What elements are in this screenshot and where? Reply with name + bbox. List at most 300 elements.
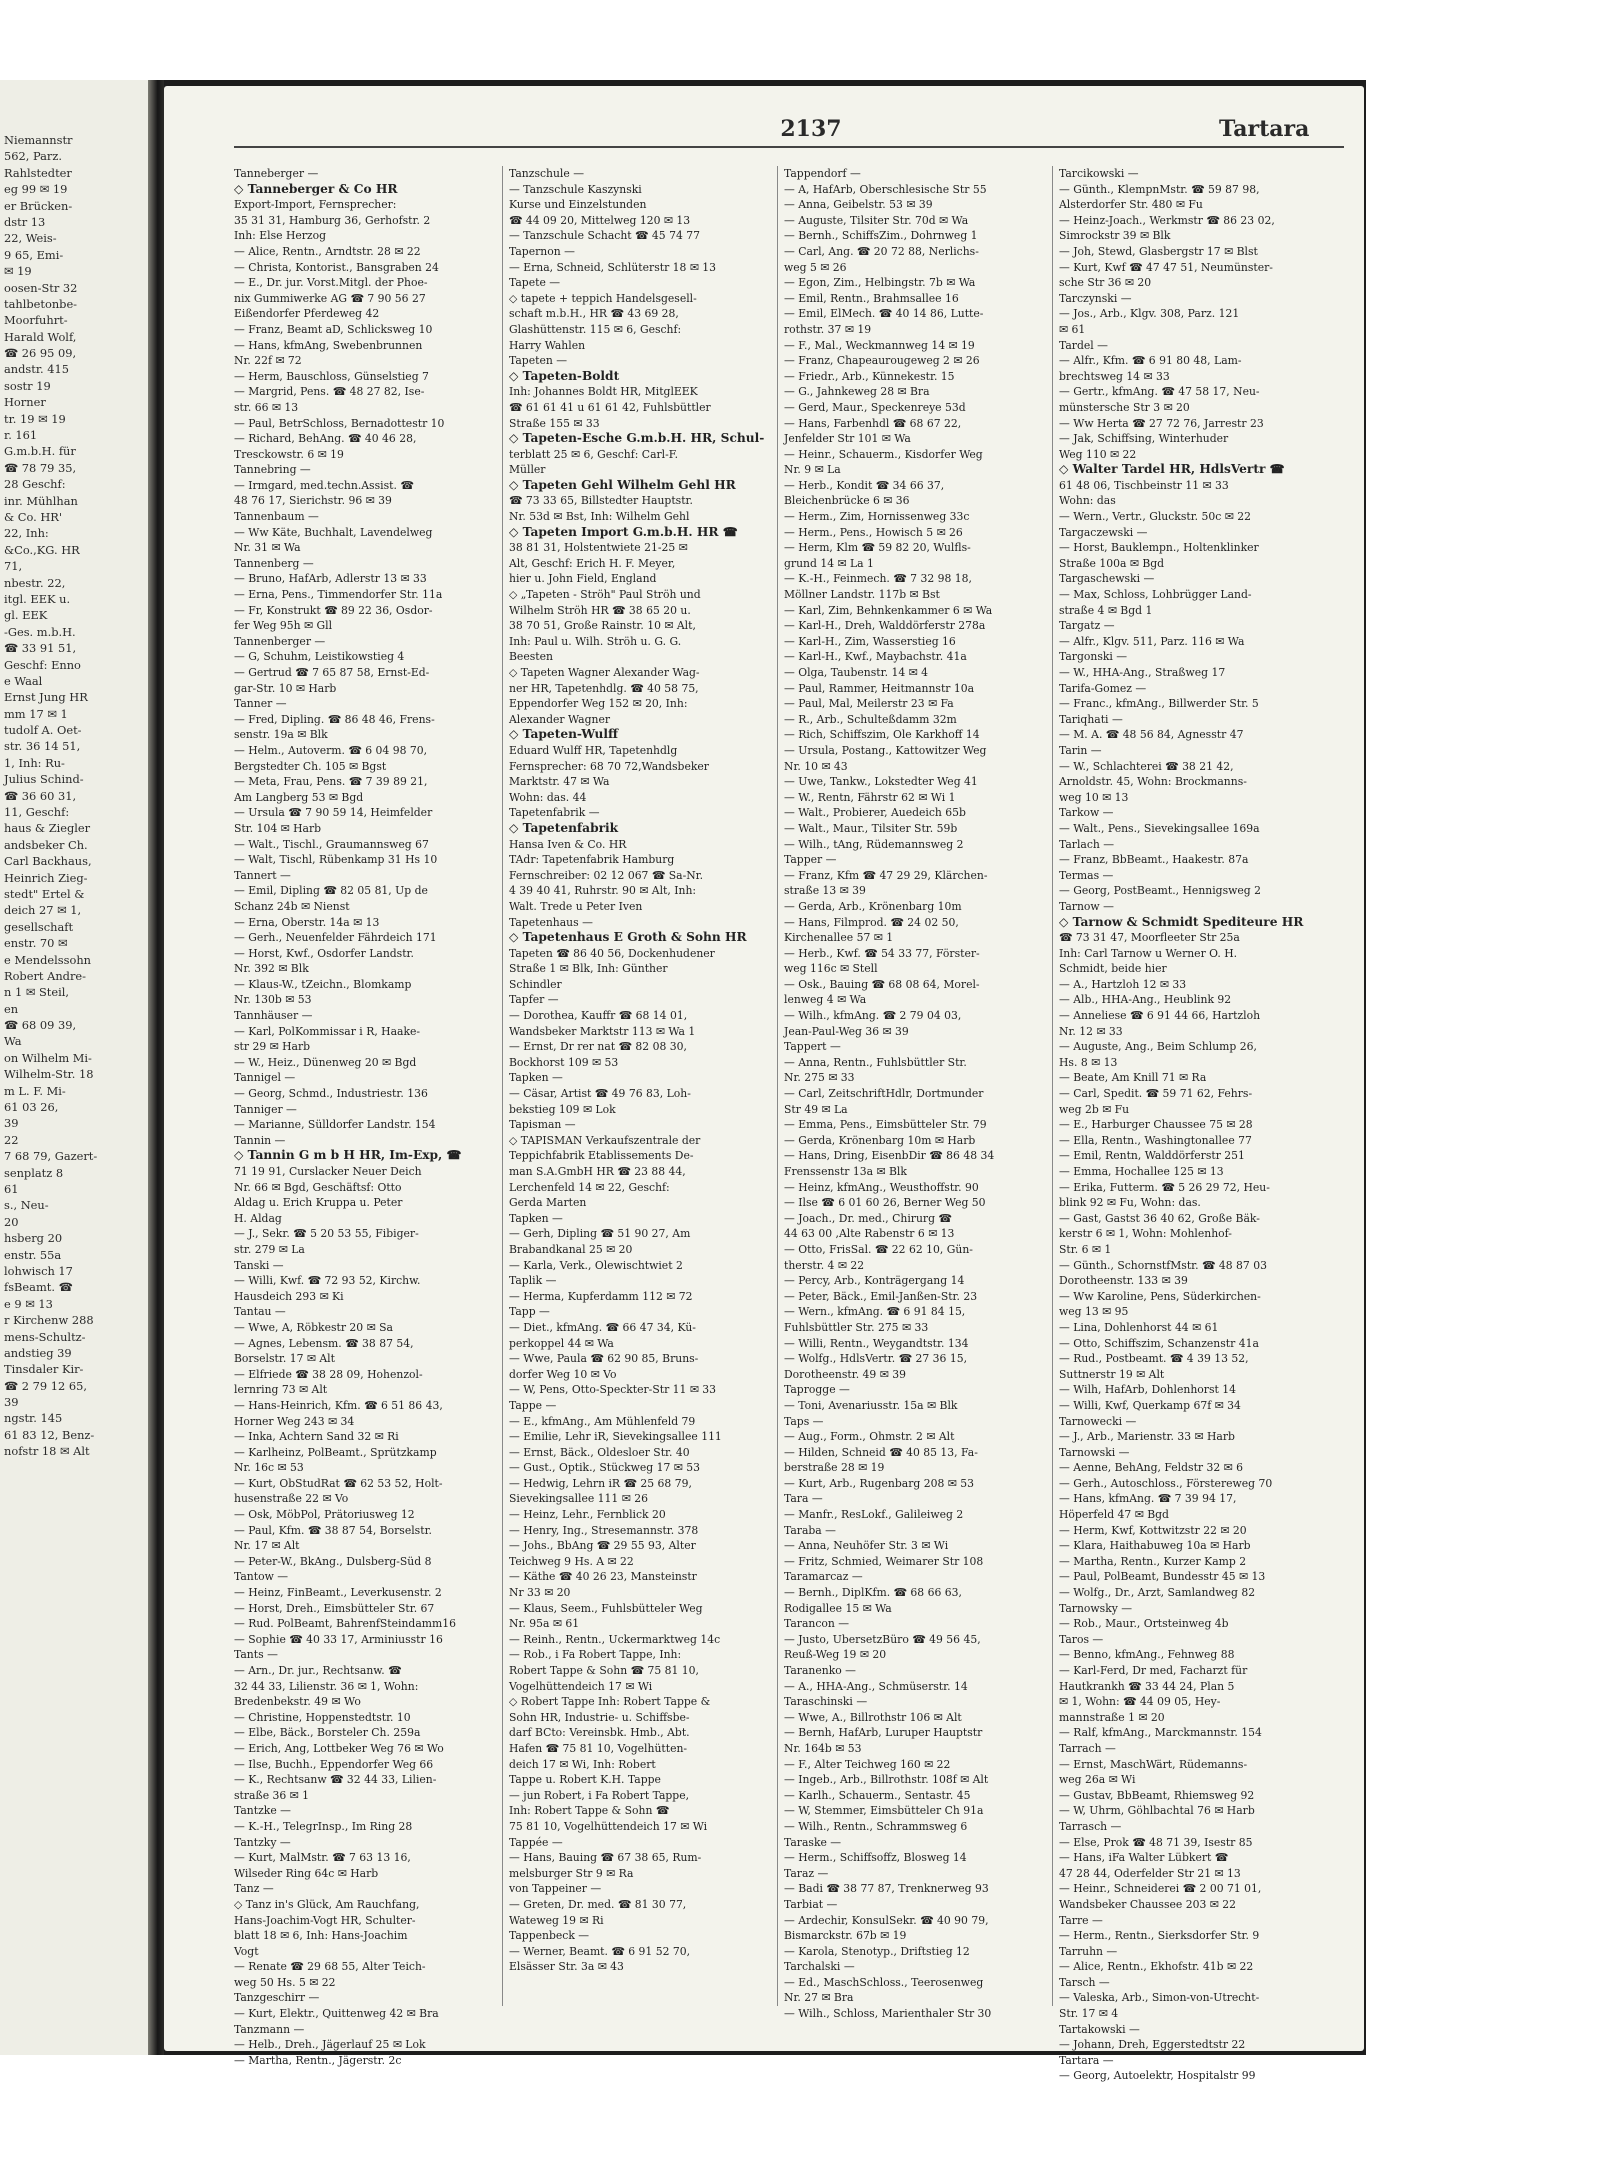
directory-entry-line: — Renate ☎ 29 68 55, Alter Teich- xyxy=(234,1960,426,1974)
directory-entry-line: 4 39 40 41, Ruhrstr. 90 ✉ Alt, Inh: xyxy=(509,884,697,898)
directory-entry-line: münstersche Str 3 ✉ 20 xyxy=(1059,400,1190,414)
directory-entry-line: — A., HHA-Ang., Schmüserstr. 14 xyxy=(784,1679,968,1693)
directory-entry-line: — Willi, Kwf, Querkamp 67f ✉ 34 xyxy=(1059,1398,1241,1412)
directory-entry-line: Str 49 ✉ La xyxy=(784,1102,848,1116)
directory-entry-line: — Justo, UbersetzBüro ☎ 49 56 45, xyxy=(784,1632,981,1646)
directory-entry-line: Borselstr. 17 ✉ Alt xyxy=(234,1352,335,1366)
left-page-line: ☎ 26 95 09, xyxy=(4,346,77,361)
directory-entry-line: Tapete — xyxy=(509,276,561,290)
directory-entry-line: ner HR, Tapetenhdlg. ☎ 40 58 75, xyxy=(509,681,699,695)
left-page-line: e Waal xyxy=(4,673,43,688)
directory-entry-line: — Herm., Pens., Howisch 5 ✉ 26 xyxy=(784,525,963,539)
directory-entry-line: — Gerda, Arb., Krönenbarg 10m xyxy=(784,899,962,913)
directory-entry-line: Tappenbeck — xyxy=(509,1929,590,1943)
directory-entry-line: — M. A. ☎ 48 56 84, Agnesstr 47 xyxy=(1059,728,1244,742)
directory-entry-line: — Paul, Rammer, Heitmannstr 10a xyxy=(784,681,975,695)
directory-entry-line: Tarrasch — xyxy=(1059,1819,1122,1833)
directory-entry-line: schaft m.b.H., HR ☎ 43 69 28, xyxy=(509,307,679,321)
column-divider xyxy=(502,166,503,2006)
directory-entry-line: — Wern., Vertr., Gluckstr. 50c ✉ 22 xyxy=(1059,510,1251,524)
directory-entry-line: — Fritz, Schmied, Weimarer Str 108 xyxy=(784,1554,984,1568)
directory-entry-line: Hans-Joachim-Vogt HR, Schulter- xyxy=(234,1913,416,1927)
directory-entry-line: str. 279 ✉ La xyxy=(234,1242,305,1256)
left-page-line: G.m.b.H. für xyxy=(4,444,76,459)
directory-entry-line: — Ww Käte, Buchhalt, Lavendelweg xyxy=(234,525,433,539)
left-page-line: ☎ 68 09 39, xyxy=(4,1018,77,1033)
directory-entry-line: — Wwe, A., Billrothstr 106 ✉ Alt xyxy=(784,1710,962,1724)
directory-entry-line: Wateweg 19 ✉ Ri xyxy=(509,1913,604,1927)
directory-entry-line: — Uwe, Tankw., Lokstedter Weg 41 xyxy=(784,775,978,789)
left-page-line: 61 xyxy=(4,1182,19,1196)
directory-entry-line: Termas — xyxy=(1059,868,1114,882)
left-page-line: hsberg 20 xyxy=(4,1231,63,1246)
directory-entry-line: Eißendorfer Pferdeweg 42 xyxy=(234,307,380,321)
directory-entry-line: Teichweg 9 Hs. A ✉ 22 xyxy=(509,1554,634,1568)
directory-entry-line: — Walt., Pens., Sievekingsallee 169a xyxy=(1059,821,1260,835)
directory-entry-line: — Hedwig, Lehrn iR ☎ 25 68 79, xyxy=(509,1476,692,1490)
left-page-line: ☎ 36 60 31, xyxy=(4,788,77,803)
directory-entry-line: dorfer Weg 10 ✉ Vo xyxy=(509,1367,617,1381)
directory-entry-line: — Gertrud ☎ 7 65 87 58, Ernst-Ed- xyxy=(234,666,430,679)
directory-entry-line: — Franz, Kfm ☎ 47 29 29, Klärchen- xyxy=(784,868,988,882)
directory-entry-line: — Margrid, Pens. ☎ 48 27 82, Ise- xyxy=(234,385,425,399)
left-page-line: itgl. EEK u. xyxy=(4,591,71,606)
left-page-line: 61 03 26, xyxy=(4,1100,59,1115)
directory-entry-line: Nr. 392 ✉ Blk xyxy=(234,962,309,976)
directory-entry-line: — Erika, Futterm. ☎ 5 26 29 72, Heu- xyxy=(1059,1180,1270,1194)
directory-entry-line: Müller xyxy=(509,463,546,477)
directory-entry-line: ◇ Tapeten-Boldt xyxy=(509,368,620,383)
directory-entry-line: — Ella, Rentn., Washingtonallee 77 xyxy=(1059,1133,1252,1147)
left-page-line: 22, Weis- xyxy=(4,231,57,246)
left-page-line: oosen-Str 32 xyxy=(4,280,78,295)
directory-entry-line: Walt. Trede u Peter Iven xyxy=(509,899,643,913)
directory-entry-line: Nr. 164b ✉ 53 xyxy=(784,1741,862,1755)
directory-entry-line: — Aug., Form., Ohmstr. 2 ✉ Alt xyxy=(784,1430,955,1444)
directory-entry-line: ◇ „Tapeten - Ströh" Paul Ströh und xyxy=(509,588,701,602)
directory-entry-line: Tarrach — xyxy=(1059,1741,1116,1755)
directory-entry-line: — Dorothea, Kauffr ☎ 68 14 01, xyxy=(509,1009,688,1023)
directory-entry-line: Alexander Wagner xyxy=(509,712,611,726)
directory-entry-line: Am Langberg 53 ✉ Bgd xyxy=(234,790,364,804)
directory-entry-line: Targaschewski — xyxy=(1059,572,1155,586)
directory-entry-line: Taramarcaz — xyxy=(784,1570,863,1584)
directory-entry-line: Tapfer — xyxy=(509,993,559,1007)
directory-entry-line: Jenfelder Str 101 ✉ Wa xyxy=(784,432,911,446)
directory-entry-line: Fuhlsbüttler Str. 275 ✉ 33 xyxy=(784,1320,929,1334)
directory-entry-line: — Hans, Bauing ☎ 67 38 65, Rum- xyxy=(509,1851,702,1865)
directory-entry-line: — Auguste, Ang., Beim Schlump 26, xyxy=(1059,1040,1257,1054)
directory-entry-line: — Rob., i Fa Robert Tappe, Inh: xyxy=(509,1648,682,1662)
left-page-line: tr. 19 ✉ 19 xyxy=(4,411,66,426)
directory-entry-line: — W, Uhrm, Göhlbachtal 76 ✉ Harb xyxy=(1059,1804,1255,1818)
left-page-line: 39 xyxy=(4,1116,19,1131)
directory-entry-line: — Heinz, FinBeamt., Leverkusenstr. 2 xyxy=(234,1586,442,1600)
directory-entry-line: — Sophie ☎ 40 33 17, Arminiusstr 16 xyxy=(234,1632,443,1646)
directory-entry-line: Targatz — xyxy=(1059,619,1115,633)
directory-entry-line: melsburger Str 9 ✉ Ra xyxy=(509,1866,634,1880)
directory-entry-line: — Günth., KlempnMstr. ☎ 59 87 98, xyxy=(1059,182,1260,196)
directory-entry-line: — Ursula, Postang., Kattowitzer Weg xyxy=(784,743,987,757)
directory-entry-line: darf BCto: Vereinsbk. Hmb., Abt. xyxy=(509,1726,690,1740)
directory-entry-line: Nr. 95a ✉ 61 xyxy=(509,1617,580,1631)
directory-entry-line: Taplik — xyxy=(509,1274,557,1288)
directory-entry-line: Tarin — xyxy=(1059,743,1102,757)
left-page-line: sostr 19 xyxy=(4,378,51,393)
directory-entry-line: Tappert — xyxy=(784,1040,841,1054)
directory-entry-line: — Egon, Zim., Helbingstr. 7b ✉ Wa xyxy=(784,276,976,290)
directory-entry-line: Tanski — xyxy=(234,1258,284,1272)
directory-entry-line: mannstraße 1 ✉ 20 xyxy=(1059,1710,1165,1724)
directory-entry-line: — Else, Prok ☎ 48 71 39, Isestr 85 xyxy=(1059,1835,1253,1849)
directory-entry-line: Schmidt, beide hier xyxy=(1059,962,1167,976)
directory-entry-line: gar-Str. 10 ✉ Harb xyxy=(234,681,337,695)
left-page-text xyxy=(4,132,154,1460)
directory-entry-line: — Bernh., SchiffsZim., Dohrnweg 1 xyxy=(784,229,978,243)
column-divider xyxy=(777,166,778,2006)
left-page-line: &Co.,KG. HR xyxy=(4,542,80,557)
directory-entry-line: Tannenberger — xyxy=(234,634,326,648)
directory-entry-line: — Bernh, HafArb, Luruper Hauptstr xyxy=(784,1726,983,1740)
directory-entry-line: — A, HafArb, Oberschlesische Str 55 xyxy=(784,182,987,196)
directory-entry-line: weg 116c ✉ Stell xyxy=(784,962,878,976)
directory-entry-line: — Kurt, MalMstr. ☎ 7 63 13 16, xyxy=(234,1851,411,1865)
directory-entry-line: ◇ Tapeten Wagner Alexander Wag- xyxy=(509,666,700,679)
directory-entry-line: — Ernst, Dr rer nat ☎ 82 08 30, xyxy=(509,1040,687,1054)
left-page-line: gesellschaft xyxy=(4,919,74,934)
directory-entry-line: — Joh, Stewd, Glasbergstr 17 ✉ Blst xyxy=(1059,244,1258,258)
directory-entry-line: — Günth., SchornstfMstr. ☎ 48 87 03 xyxy=(1059,1258,1267,1272)
directory-entry-line: Straße 1 ✉ Blk, Inh: Günther xyxy=(509,962,668,976)
directory-entry-line: — J., Sekr. ☎ 5 20 53 55, Fibiger- xyxy=(234,1227,419,1241)
directory-entry-line: — Ilse ☎ 6 01 60 26, Berner Weg 50 xyxy=(784,1196,986,1210)
directory-entry-line: Gerda Marten xyxy=(509,1196,587,1210)
directory-entry-line: Teppichfabrik Etablissements De- xyxy=(509,1149,694,1163)
directory-entry-line: perkoppel 44 ✉ Wa xyxy=(509,1336,614,1350)
directory-entry-line: Reuß-Weg 19 ✉ 20 xyxy=(784,1648,887,1662)
directory-page xyxy=(164,86,1364,2083)
column-4 xyxy=(1059,166,1321,2083)
directory-entry-line: — F., Alter Teichweg 160 ✉ 22 xyxy=(784,1757,951,1771)
directory-entry-line: — Meta, Frau, Pens. ☎ 7 39 89 21, xyxy=(234,775,428,789)
book-gutter xyxy=(148,80,164,2055)
directory-entry-line: — Horst, Kwf., Osdorfer Landstr. xyxy=(234,946,414,960)
directory-entry-line: Vogt xyxy=(234,1944,259,1958)
directory-entry-line: — Osk., Bauing ☎ 68 08 64, Morel- xyxy=(784,977,980,991)
directory-entry-line: Simrockstr 39 ✉ Blk xyxy=(1059,229,1171,243)
directory-entry-line: — Reinh., Rentn., Uckermarktweg 14c xyxy=(509,1632,721,1646)
directory-entry-line: Tapetenhaus — xyxy=(509,915,593,929)
directory-entry-line: — Gerd, Maur., Speckenreye 53d xyxy=(784,400,966,414)
directory-entry-line: — Marianne, Sülldorfer Landstr. 154 xyxy=(234,1118,436,1132)
directory-entry-line: — Diet., kfmAng. ☎ 66 47 34, Kü- xyxy=(509,1320,696,1334)
left-page-line: 28 Geschf: xyxy=(4,477,66,492)
left-page-line: 11, Geschf: xyxy=(4,805,70,820)
directory-entry-line: — G., Jahnkeweg 28 ✉ Bra xyxy=(784,385,930,399)
directory-entry-line: 32 44 33, Lilienstr. 36 ✉ 1, Wohn: xyxy=(234,1679,419,1693)
directory-entry-line: — Hans, iFa Walter Lübkert ☎ xyxy=(1059,1851,1229,1865)
directory-entry-line: Taraschinski — xyxy=(784,1695,868,1709)
directory-entry-line: ☎ 73 33 65, Billstedter Hauptstr. xyxy=(509,494,693,508)
directory-entry-line: — Jak, Schiffsing, Winterhuder xyxy=(1059,432,1229,446)
directory-entry-line: straße 13 ✉ 39 xyxy=(784,884,866,898)
left-page-line: er Brücken- xyxy=(4,198,73,213)
left-page-line: andstr. 415 xyxy=(4,362,70,377)
directory-entry-line: — J., Arb., Marienstr. 33 ✉ Harb xyxy=(1059,1430,1235,1444)
left-page-line: Niemannstr xyxy=(4,133,73,147)
directory-entry-line: — E., Harburger Chaussee 75 ✉ 28 xyxy=(1059,1118,1253,1132)
left-page-line: 1, Inh: Ru- xyxy=(4,755,65,770)
directory-entry-line: Brabandkanal 25 ✉ 20 xyxy=(509,1242,633,1256)
left-page-line: -Ges. m.b.H. xyxy=(4,624,76,639)
directory-entry-line: TAdr: Tapetenfabrik Hamburg xyxy=(509,853,675,867)
directory-entry-line: Sohn HR, Industrie- u. Schiffsbe- xyxy=(509,1710,690,1724)
directory-entry-line: — Carl, Ang. ☎ 20 72 88, Nerlichs- xyxy=(784,244,979,258)
directory-entry-line: Tanz — xyxy=(234,1882,274,1896)
directory-entry-line: Alt, Geschf: Erich H. F. Meyer, xyxy=(509,556,676,570)
directory-entry-line: Str. 17 ✉ 4 xyxy=(1059,2007,1119,2021)
directory-entry-line: Tartara — xyxy=(1059,2053,1114,2067)
directory-entry-line: — Herm, Kwf, Kottwitzstr 22 ✉ 20 xyxy=(1059,1523,1247,1537)
left-page-line: enstr. 70 ✉ xyxy=(4,936,68,951)
directory-entry-line: — Hans, kfmAng, Swebenbrunnen xyxy=(234,338,423,352)
directory-entry-line: ◇ tapete + teppich Handelsgesell- xyxy=(509,291,697,305)
directory-entry-line: Bredenbekstr. 49 ✉ Wo xyxy=(234,1695,361,1709)
directory-entry-line: — Henry, Ing., Stresemannstr. 378 xyxy=(509,1523,699,1537)
left-page-line: ☎ 33 91 51, xyxy=(4,641,77,656)
directory-entry-line: — Fred, Dipling. ☎ 86 48 46, Frens- xyxy=(234,712,435,726)
directory-entry-line: — Peter-W., BkAng., Dulsberg-Süd 8 xyxy=(234,1554,432,1568)
directory-entry-line: blatt 18 ✉ 6, Inh: Hans-Joachim xyxy=(234,1929,408,1943)
directory-entry-line: — Heinr., Schneiderei ☎ 2 00 71 01, xyxy=(1059,1882,1262,1896)
directory-entry-line: Tara — xyxy=(784,1492,823,1506)
left-page-line: Wa xyxy=(4,1034,22,1049)
directory-entry-line: Tappendorf — xyxy=(784,167,861,180)
directory-entry-line: 47 28 44, Oderfelder Str 21 ✉ 13 xyxy=(1059,1866,1241,1880)
directory-entry-line: Nr 33 ✉ 20 xyxy=(509,1586,571,1600)
directory-entry-line: Str. 104 ✉ Harb xyxy=(234,821,322,835)
directory-entry-line: — Walt, Tischl, Rübenkamp 31 Hs 10 xyxy=(234,853,438,867)
directory-entry-line: nix Gummiwerke AG ☎ 7 90 56 27 xyxy=(234,291,426,305)
directory-entry-line: Tants — xyxy=(234,1648,278,1662)
directory-entry-line: — Wilh., Rentn., Schrammsweg 6 xyxy=(784,1819,968,1833)
left-page-line: mm 17 ✉ 1 xyxy=(4,706,68,721)
directory-entry-line: — E., kfmAng., Am Mühlenfeld 79 xyxy=(509,1414,696,1428)
left-page-line: Heinrich Zieg- xyxy=(4,870,88,885)
directory-entry-line: — Hans, Dring, EisenbDir ☎ 86 48 34 xyxy=(784,1149,995,1163)
directory-entry-line: Tannert — xyxy=(234,868,291,882)
directory-entry-line: Elsässer Str. 3a ✉ 43 xyxy=(509,1960,624,1974)
directory-entry-line: — W., Heiz., Dünenweg 20 ✉ Bgd xyxy=(234,1055,417,1069)
directory-entry-line: Hautkrankh ☎ 33 44 24, Plan 5 xyxy=(1059,1679,1235,1693)
directory-entry-line: — Rud., Postbeamt. ☎ 4 39 13 52, xyxy=(1059,1352,1249,1366)
directory-entry-line: Tapeten — xyxy=(509,354,568,368)
directory-entry-line: hier u. John Field, England xyxy=(509,572,657,586)
directory-entry-line: Harry Wahlen xyxy=(509,338,586,352)
directory-entry-line: Nr. 53d ✉ Bst, Inh: Wilhelm Gehl xyxy=(509,510,690,524)
directory-entry-line: Inh: Paul u. Wilh. Ströh u. G. G. xyxy=(509,634,682,648)
left-page-line: 562, Parz. xyxy=(4,149,62,164)
left-page-line: Robert Andre- xyxy=(4,968,86,983)
directory-entry-line: — Agnes, Lebensm. ☎ 38 87 54, xyxy=(234,1336,414,1350)
directory-entry-line: — Ursula ☎ 7 90 59 14, Heimfelder xyxy=(234,806,433,820)
directory-entry-line: Inh: Carl Tarnow u Werner O. H. xyxy=(1059,946,1238,960)
directory-entry-line: Taraske — xyxy=(784,1835,842,1849)
left-page-line: lohwisch 17 xyxy=(4,1263,73,1278)
directory-entry-line: — W, Pens, Otto-Speckter-Str 11 ✉ 33 xyxy=(509,1383,717,1397)
directory-entry-line: — Benno, kfmAng., Fehnweg 88 xyxy=(1059,1648,1235,1662)
directory-entry-line: — Alice, Rentn., Ekhofstr. 41b ✉ 22 xyxy=(1059,1960,1254,1974)
directory-entry-line: — Beate, Am Knill 71 ✉ Ra xyxy=(1059,1071,1207,1085)
directory-entry-line: — Emil, Rentn, Walddörferstr 251 xyxy=(1059,1149,1245,1163)
directory-entry-line: Tarkow — xyxy=(1059,806,1114,820)
directory-entry-line: Nr. 9 ✉ La xyxy=(784,463,841,477)
directory-entry-line: — Olga, Taubenstr. 14 ✉ 4 xyxy=(784,666,928,679)
directory-entry-line: — Wilh., tAng, Rüdemannsweg 2 xyxy=(784,837,964,851)
directory-entry-line: Nr. 10 ✉ 43 xyxy=(784,759,848,773)
directory-entry-line: Wandsbeker Chaussee 203 ✉ 22 xyxy=(1059,1897,1236,1911)
directory-entry-line: Tannin — xyxy=(234,1133,286,1147)
left-page-line: nofstr 18 ✉ Alt xyxy=(4,1444,90,1459)
directory-entry-line: — Helb., Dreh., Jägerlauf 25 ✉ Lok xyxy=(234,2038,426,2052)
directory-entry-line: Taros — xyxy=(1059,1632,1104,1646)
directory-entry-line: — G, Schuhm, Leistikowstieg 4 xyxy=(234,650,405,664)
column-1 xyxy=(234,166,496,2067)
directory-entry-line: Alsterdorfer Str. 480 ✉ Fu xyxy=(1059,198,1203,212)
directory-entry-line: Targonski — xyxy=(1059,650,1128,664)
column-2 xyxy=(509,166,771,2016)
left-page-line: Ernst Jung HR xyxy=(4,690,88,705)
directory-entry-line: — Christine, Hoppenstedtstr. 10 xyxy=(234,1710,411,1724)
left-page-line: nbestr. 22, xyxy=(4,575,66,590)
page-number: 2137 xyxy=(780,116,842,142)
directory-entry-line: 38 81 31, Holstentwiete 21-25 ✉ xyxy=(509,541,688,555)
directory-entry-line: Tappe — xyxy=(509,1398,557,1412)
directory-entry-line: — K., Rechtsanw ☎ 32 44 33, Lilien- xyxy=(234,1773,437,1787)
directory-entry-line: — Anna, Geibelstr. 53 ✉ 39 xyxy=(784,198,933,212)
directory-entry-line: — Ardechir, KonsulSekr. ☎ 40 90 79, xyxy=(784,1913,989,1927)
directory-entry-line: Wohn: das. 44 xyxy=(509,790,587,804)
directory-entry-line: Tappée — xyxy=(509,1835,563,1849)
left-page-line: tahlbetonbe- xyxy=(4,296,78,311)
left-page-line: 61 83 12, Benz- xyxy=(4,1427,95,1442)
directory-entry-line: — Franz, BbBeamt., Haakestr. 87a xyxy=(1059,853,1249,867)
directory-entry-line: Hs. 8 ✉ 13 xyxy=(1059,1055,1118,1069)
directory-entry-line: Tarbiat — xyxy=(784,1897,838,1911)
directory-entry-line: — Werner, Beamt. ☎ 6 91 52 70, xyxy=(509,1944,691,1958)
directory-entry-line: — Martha, Rentn., Jägerstr. 2c xyxy=(234,2053,402,2067)
directory-entry-line: — R., Arb., Schulteßdamm 32m xyxy=(784,712,957,726)
directory-entry-line: — Erna, Schneid, Schlüterstr 18 ✉ 13 xyxy=(509,260,717,274)
directory-entry-line: — Anneliese ☎ 6 91 44 66, Hartzloh xyxy=(1059,1009,1261,1023)
directory-entry-line: kerstr 6 ✉ 1, Wohn: Mohlenhof- xyxy=(1059,1227,1232,1241)
directory-entry-line: — Aenne, BehAng, Feldstr 32 ✉ 6 xyxy=(1059,1461,1244,1475)
left-page-line: senplatz 8 xyxy=(4,1165,64,1180)
directory-entry-line: ◇ Tapetenhaus E Groth & Sohn HR xyxy=(509,930,747,945)
directory-entry-line: Tapisman — xyxy=(509,1118,576,1132)
directory-entry-line: Tapetenfabrik — xyxy=(509,806,600,820)
directory-entry-line: — Klara, Haithabuweg 10a ✉ Harb xyxy=(1059,1539,1251,1553)
directory-entry-line: ◇ Tapetenfabrik xyxy=(509,820,619,835)
directory-entry-line: — Gerh., Neuenfelder Fährdeich 171 xyxy=(234,931,437,945)
directory-entry-line: ☎ 44 09 20, Mittelweg 120 ✉ 13 xyxy=(509,213,691,227)
left-page-line: ☎ 2 79 12 65, xyxy=(4,1378,88,1393)
directory-entry-line: — Ralf, kfmAng., Marckmannstr. 154 xyxy=(1059,1726,1262,1740)
directory-entry-line: — Wwe, A, Röbkestr 20 ✉ Sa xyxy=(234,1320,393,1334)
left-page-line: r Kirchenw 288 xyxy=(4,1313,94,1328)
directory-entry-line: — Walt., Maur., Tilsiter Str. 59b xyxy=(784,821,958,835)
directory-entry-line: Fernsprecher: 68 70 72,Wandsbeker xyxy=(509,759,709,773)
directory-entry-line: — Kurt, ObStudRat ☎ 62 53 52, Holt- xyxy=(234,1476,443,1490)
running-head: Tartara xyxy=(1219,116,1310,142)
directory-entry-line: Wilseder Ring 64c ✉ Harb xyxy=(234,1866,379,1880)
directory-entry-line: Möllner Landstr. 117b ✉ Bst xyxy=(784,588,940,602)
directory-entry-line: — Karola, Stenotyp., Driftstieg 12 xyxy=(784,1944,970,1958)
left-page-line: stedt" Ertel & xyxy=(4,886,85,901)
directory-entry-line: Tarnow — xyxy=(1059,899,1114,913)
left-page-line: & Co. HR' xyxy=(4,509,63,524)
left-page-line: Horner xyxy=(4,395,46,410)
left-page-line: 20 xyxy=(4,1214,19,1229)
directory-entry-line: — W., Rentn, Fährstr 62 ✉ Wi 1 xyxy=(784,790,956,804)
directory-entry-line: — Karl-Ferd, Dr med, Facharzt für xyxy=(1059,1664,1248,1677)
directory-entry-line: Tanzmann — xyxy=(234,2022,305,2036)
directory-entry-line: Tantzky — xyxy=(234,1835,291,1849)
directory-entry-line: husenstraße 22 ✉ Vo xyxy=(234,1492,349,1506)
left-page-line: deich 27 ✉ 1, xyxy=(4,903,82,918)
directory-entry-line: — Tanzschule Kaszynski xyxy=(509,182,642,196)
directory-entry-line: — Alfr., Klgv. 511, Parz. 116 ✉ Wa xyxy=(1059,634,1245,648)
left-page-line: str. 36 14 51, xyxy=(4,739,81,754)
directory-entry-line: str 29 ✉ Harb xyxy=(234,1040,311,1054)
directory-entry-line: Tarczynski — xyxy=(1059,291,1132,305)
directory-entry-line: Tariqhati — xyxy=(1059,712,1123,726)
directory-entry-line: — Gast, Gastst 36 40 62, Große Bäk- xyxy=(1059,1211,1260,1225)
directory-entry-line: Nr. 130b ✉ 53 xyxy=(234,993,312,1007)
directory-entry-line: — Wilh., kfmAng. ☎ 2 79 04 03, xyxy=(784,1009,962,1023)
directory-entry-line: Hansa Iven & Co. HR xyxy=(509,837,627,851)
directory-entry-line: — Jos., Arb., Klgv. 308, Parz. 121 xyxy=(1059,307,1240,321)
left-page-line: 39 xyxy=(4,1395,19,1410)
directory-entry-line: fer Weg 95h ✉ Gll xyxy=(234,619,333,633)
directory-entry-line: — Karl-H., Dreh, Walddörferstr 278a xyxy=(784,619,986,633)
directory-entry-line: — Johs., BbAng ☎ 29 55 93, Alter xyxy=(509,1539,696,1553)
directory-entry-line: 44 63 00 ,Alte Rabenstr 6 ✉ 13 xyxy=(784,1227,955,1241)
directory-entry-line: Tarsch — xyxy=(1059,1975,1110,1989)
directory-entry-line: — Alb., HHA-Ang., Heublink 92 xyxy=(1059,993,1232,1007)
directory-entry-line: Nr. 31 ✉ Wa xyxy=(234,541,301,555)
directory-entry-line: ◇ Tapeten Gehl Wilhelm Gehl HR xyxy=(509,477,736,492)
directory-entry-line: Eppendorfer Weg 152 ✉ 20, Inh: xyxy=(509,697,688,711)
directory-entry-line: — Friedr., Arb., Künnekestr. 15 xyxy=(784,369,955,383)
directory-entry-line: Bockhorst 109 ✉ 53 xyxy=(509,1055,619,1069)
directory-entry-line: Bleichenbrücke 6 ✉ 36 xyxy=(784,494,910,508)
directory-entry-line: — Wern., kfmAng. ☎ 6 91 84 15, xyxy=(784,1305,966,1319)
directory-entry-line: Bismarckstr. 67b ✉ 19 xyxy=(784,1929,907,1943)
directory-entry-line: ◇ Tannin G m b H HR, Im-Exp, ☎ xyxy=(234,1148,462,1163)
left-page-line: on Wilhelm Mi- xyxy=(4,1050,92,1065)
directory-entry-line: — Tanzschule Schacht ☎ 45 74 77 xyxy=(509,229,701,243)
directory-entry-line: — Klaus-W., tZeichn., Blomkamp xyxy=(234,977,412,991)
directory-entry-line: — Karl, Zim, Behnkenkammer 6 ✉ Wa xyxy=(784,603,993,617)
directory-entry-line: Tapernon — xyxy=(509,244,575,258)
directory-entry-line: — Hans-Heinrich, Kfm. ☎ 6 51 86 43, xyxy=(234,1398,443,1412)
directory-entry-line: Tapken — xyxy=(509,1211,563,1225)
directory-entry-line: Straße 155 ✉ 33 xyxy=(509,416,600,430)
left-page-fragment xyxy=(0,80,148,2055)
directory-entry-line: ◇ TAPISMAN Verkaufszentrale der xyxy=(509,1133,701,1147)
directory-entry-line: Nr. 66 ✉ Bgd, Geschäftsf: Otto xyxy=(234,1180,402,1194)
